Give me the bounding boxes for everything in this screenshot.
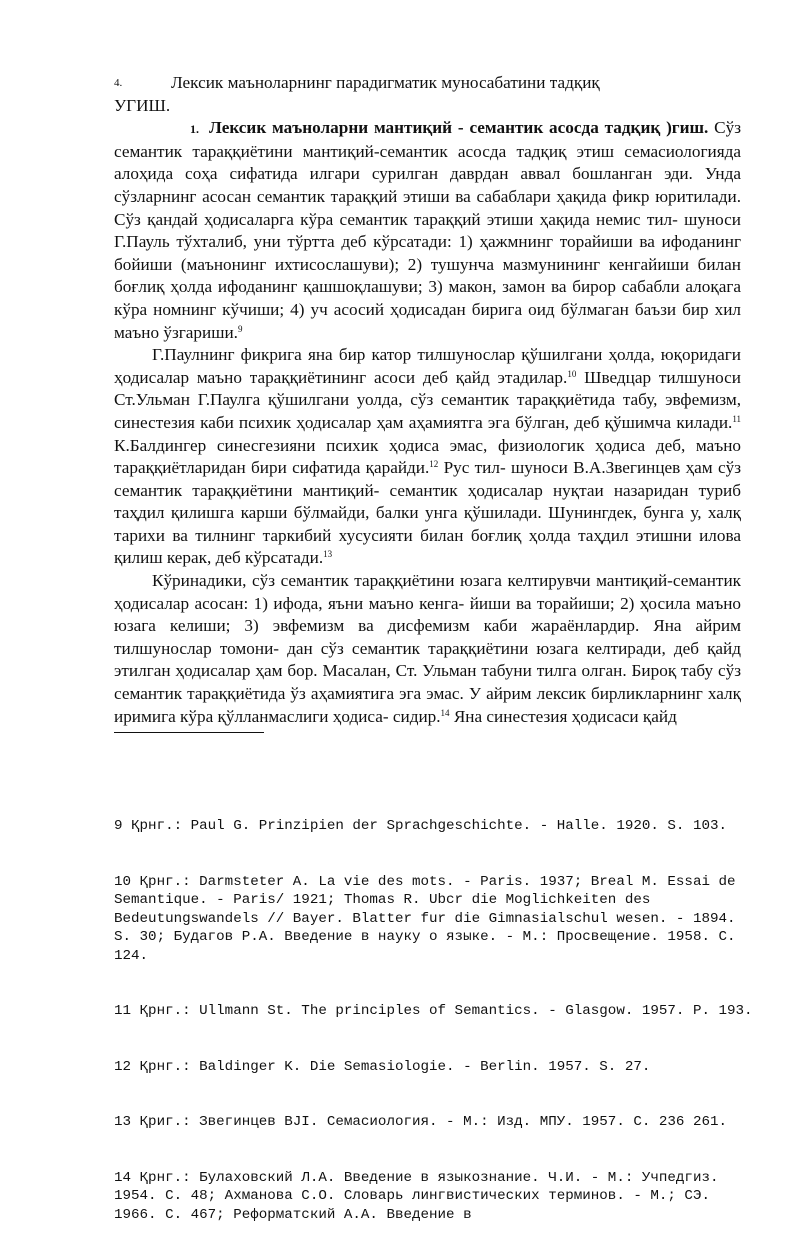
footnote-ref[interactable]: 14 <box>440 707 450 718</box>
footnotes <box>114 780 754 1243</box>
footnote: 10 Қрнг.: Darmsteter A. La vie des mots. - Paris. 1937; Breal M. Essai de Semantique. - Paris/ 1921; Thomas R. Ubcr die Moglichkeiten des Bedeutungswandels // Bayer. Blatter fur die Gimnasialschul wesen. - 1894. S. 30; Будагов Р.А. Введение в науку о языке. - М.: Просвещение. 1958. С. 124. <box>114 873 745 964</box>
footnote-ref[interactable]: 12 <box>429 459 439 470</box>
section-title: Лексик маъноларни мантиқий - семантик асосда тадқиқ )гиш. <box>209 118 709 138</box>
footnote: 13 Қриг.: Звегинцев BJI. Семасиология. - М.: Изд. МПУ. 1957. С. 236 261. <box>114 1114 727 1130</box>
footnote: 9 Қрнг.: Paul G. Prinzipien der Sprachgeschichte. - Halle. 1920. S. 103. <box>114 818 727 834</box>
paragraph-text: Шведцар тилшуноси Ст.Ульман Г.Паулга қўшилгани уолда, сўз семантик тараққиётида табу, эвфемизм, синестезия каби психик ҳодисалар ҳам аҳамиятга эга бўлган, деб қўшимча килади. <box>114 367 741 432</box>
section-number: 1. <box>190 122 199 137</box>
main-text <box>114 72 741 733</box>
footnote: 14 Қрнг.: Булаховский Л.А. Введение в языкознание. Ч.И. - М.: Учпедгиз. 1954. С. 48; Ахманова С.О. Словарь лингвистических терминов. - М.; СЭ. 1966. С. 467; Реформатский А.А. Введение в <box>114 1169 728 1223</box>
section-heading-4 <box>114 72 741 117</box>
footnote-ref[interactable]: 9 <box>237 323 243 334</box>
footnote-ref[interactable]: 10 <box>567 368 577 379</box>
footnote-ref[interactable]: 11 <box>732 413 741 424</box>
heading-number: 4. <box>114 77 123 89</box>
paragraph-2 <box>114 344 741 570</box>
footnote: 12 Қрнг.: Baldinger K. Die Semasiologie. - Berlin. 1957. S. 27. <box>114 1058 651 1075</box>
paragraph-text: Кўринадики, сўз семантик тараққиётини юзага келтирувчи мантиқий-семантик ҳодисалар асосан: 1) ифода, яъни маъно кенга- йиши ва торайиши; 2) ҳосила маъно юзага келиши; 3) эвфемизм ва дисфемизм каби жараёнлардир. Яна айрим тилшунослар томони- дан сўз семантик тараққиётини юзага келтиради, деб қайд этилган ҳодисалар ҳам бор. Масалан, Ст. Ульман табуни тилга олган. Бироқ табу сўз семантик тараққиётида ўз аҳамиятига эга эмас. У айрим лексик бирликларнинг халқ иримига кўра қўлланмаслиги ҳодиса- сидир. <box>114 571 741 726</box>
paragraph-text: Г.Паулнинг фикрига яна бир катор тилшунослар қўшилгани ҳолда, юқоридаги ҳодисалар маъно тараққиётининг асоси деб қайд этадилар. <box>114 345 741 387</box>
footnote-ref[interactable]: 13 <box>323 549 333 560</box>
footnote-separator <box>114 732 264 733</box>
heading-text: Лексик маъноларнинг парадигматик муносабатини тадқиқ <box>171 73 600 92</box>
paragraph-text: Яна синестезия ҳодисаси қайд <box>449 706 677 726</box>
paragraph-text: Сўз семантик тараққиётини мантиқий-семантик асосда тадқиқ этиш семасиологияда алоҳида соҳа сифатида илгари сурилган даврдан аввал бошланган эди. Унда сўзларнинг асосан семантик тараққий этиши ва сабаблари ҳақида фикр юритилади. Сўз қандай ҳодисаларга кўра семантик тараққий этиши ҳақида немис тил- шуноси Г.Пауль тўхталиб, уни тўртта деб кўрсатади: 1) ҳажмнинг торайиши ва ифоданинг бойиши (маънонинг ихтисослашуви); 2) тушунча мазмунининг кенгайиши билан боғлиқ ҳолда ифоданинг қашшоқлашуви; 3) макон, замон ва бирор сабабли алоқага кўра номнинг кўчиши; 4) уч асосий ҳодисадан бирига оид бўлмаган баъзи бир хил маъно ўзгариши. <box>114 118 741 342</box>
paragraph-1 <box>114 117 741 344</box>
paragraph-text: К.Балдингер синесгезияни психик ҳодиса эмас, физиологик ҳодиса деб, маъно тараққиётларидан бири сифатида қарайди. <box>114 435 741 478</box>
heading-continuation: УГИШ. <box>114 95 171 115</box>
paragraph-3 <box>114 570 741 728</box>
footnote: 11 Қрнг.: Ullmann St. The principles of Semantics. - Glasgow. 1957. P. 193. <box>114 1003 753 1019</box>
paragraph-text: Рус тил- шуноси В.А.Звегинцев ҳам сўз семантик тараққиётини мантиқий- семантик ҳодисалар нуқтаи назаридан туриб таҳдил қилишга карши бўлмайди, балки унга қўшилади. Шунингдек, бунга у, халқ тарихи ва тилнинг таркибий хусусияти билан боғлиқ ҳолда таҳдил этишни илова қилиш керак, деб кўрсатади. <box>114 458 742 568</box>
